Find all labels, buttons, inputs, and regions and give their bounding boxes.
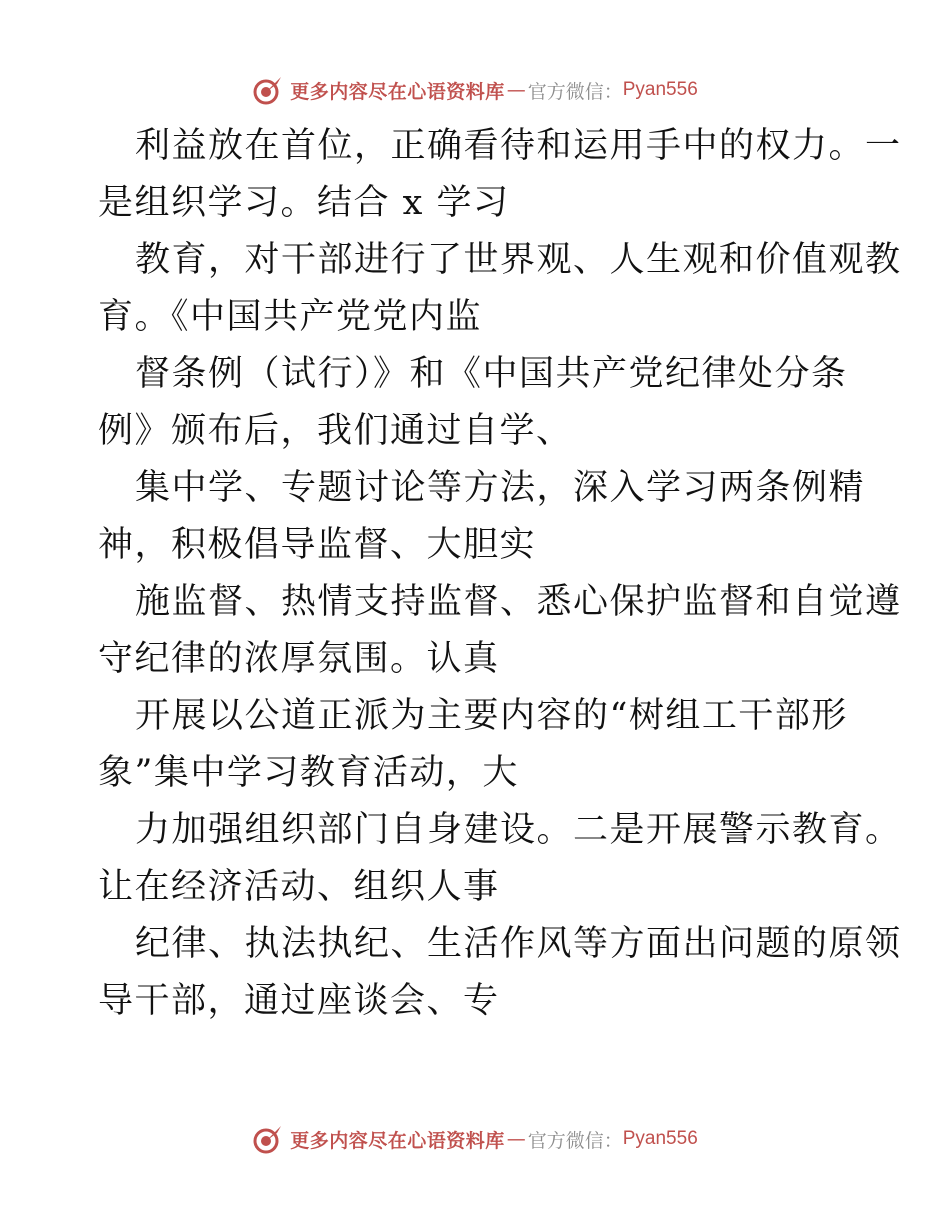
paragraph-line: 纪律、执法执纪、生活作风等方面出问题的原领 [135,924,902,964]
paragraph [98,574,902,688]
watermark-brand-text: 更多内容尽在心语资料库 [290,80,505,103]
header-watermark [0,70,950,110]
document-body [98,118,902,1030]
paragraph [98,232,902,346]
paragraph-line: 力加强组织部门自身建设。二是开展警示教育。 [135,810,902,850]
paragraph-line: 象”集中学习教育活动，大 [98,753,519,793]
watermark-brand-text: 更多内容尽在心语资料库 [290,1129,505,1152]
paragraph [98,118,902,232]
footer-watermark [0,1119,950,1159]
paragraph-line: 利益放在首位，正确看待和运用手中的权力。一 [135,126,902,166]
paragraph-line: 守纪律的浓厚氛围。认真 [98,639,500,679]
paragraph-line: 是组织学习。结合 x 学习 [98,183,510,223]
paragraph [98,802,902,916]
paragraph-line: 督条例（试行）》和《中国共产党纪律处分条 [135,354,848,394]
paragraph-line: 集中学、专题讨论等方法，深入学习两条例精 [135,468,866,508]
watermark-dash: — [506,1128,526,1150]
quill-logo-icon [252,1123,284,1155]
paragraph [98,916,902,1030]
watermark-wechat-id: Pyan556 [622,1128,698,1149]
quill-logo-icon [252,74,284,106]
paragraph-line: 开展以公道正派为主要内容的“树组工干部形 [135,696,848,736]
paragraph-line: 育。《中国共产党党内监 [98,297,483,337]
watermark-dash: — [506,79,526,101]
paragraph-line: 神，积极倡导监督、大胆实 [98,525,537,565]
paragraph-line: 导干部，通过座谈会、专 [98,981,500,1021]
paragraph-line: 让在经济活动、组织人事 [98,867,500,907]
paragraph [98,688,878,802]
paragraph-line: 教育，对干部进行了世界观、人生观和价值观教 [135,240,902,280]
paragraph [98,346,878,460]
paragraph [98,460,878,574]
watermark-wechat-label: 官方微信： [527,1129,623,1152]
paragraph-line: 施监督、热情支持监督、悉心保护监督和自觉遵 [135,582,902,622]
watermark-wechat-label: 官方微信： [527,80,623,103]
watermark-wechat-id: Pyan556 [622,79,698,100]
paragraph-line: 例》颁布后，我们通过自学、 [98,411,573,451]
